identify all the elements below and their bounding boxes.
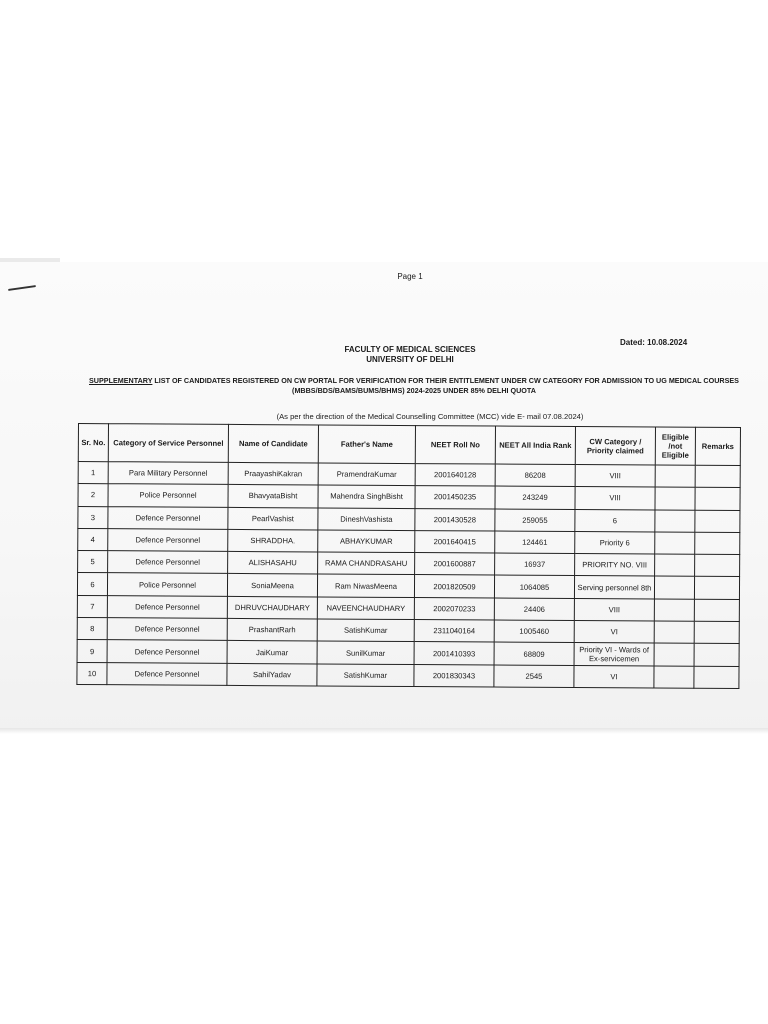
cell-candidate-name: DHRUVCHAUDHARY xyxy=(227,596,317,619)
table-row xyxy=(77,662,739,688)
cell-sr-no: 10 xyxy=(77,662,107,684)
cell-rank: 243249 xyxy=(495,486,575,509)
heading-underlined-word: SUPPLEMENTARY xyxy=(89,376,153,385)
cell-eligible xyxy=(655,532,695,555)
cell-father-name: RAMA CHANDRASAHU xyxy=(318,552,415,575)
cell-cw-category: Priority VI - Wards of Ex-servicemen xyxy=(574,643,654,666)
header-cw-category: CW Category / Priority claimed xyxy=(575,427,655,465)
header-category: Category of Service Personnel xyxy=(108,424,228,463)
cell-eligible xyxy=(655,510,695,533)
header-candidate-name: Name of Candidate xyxy=(228,424,318,463)
cell-cw-category: VIII xyxy=(575,487,655,510)
cell-cw-category: PRIORITY NO. VIII xyxy=(575,554,655,577)
cell-remarks xyxy=(694,621,739,644)
cell-roll-no: 2001820509 xyxy=(414,575,494,598)
cell-father-name: SunilKumar xyxy=(317,641,414,664)
cell-cw-category: VI xyxy=(574,665,654,688)
cell-roll-no: 2001450235 xyxy=(415,486,495,509)
header-roll-no: NEET Roll No xyxy=(415,426,495,464)
cell-cw-category: Priority 6 xyxy=(575,531,655,554)
date-stamp: Dated: 10.08.2024 xyxy=(620,338,688,347)
cell-rank: 1005460 xyxy=(494,620,574,643)
cell-father-name: PramendraKumar xyxy=(318,463,415,486)
cell-eligible xyxy=(655,465,695,488)
cell-category: Defence Personnel xyxy=(108,551,228,574)
header-sr-no: Sr. No. xyxy=(78,424,108,462)
cell-roll-no: 2001640415 xyxy=(415,530,495,553)
cell-rank: 24406 xyxy=(494,598,574,621)
cell-candidate-name: PearlVashist xyxy=(228,507,318,530)
cell-father-name: ABHAYKUMAR xyxy=(318,530,415,553)
cell-candidate-name: SahilYadav xyxy=(227,663,317,686)
heading-text: LIST OF CANDIDATES REGISTERED ON CW PORTAL FOR VERIFICATION FOR THEIR ENTITLEMENT UNDER CW CATEGORY FOR ADMISSION TO UG MEDICAL COURSES (MBBS/BDS/BAMS/BUMS/BHMS) 2024-2025 UNDER 85% DELHI QUOTA xyxy=(152,376,739,395)
cell-roll-no: 2001830343 xyxy=(414,664,494,687)
cell-father-name: Ram NiwasMeena xyxy=(317,574,414,597)
cell-father-name: SatishKumar xyxy=(317,664,414,687)
cell-cw-category: VIII xyxy=(575,465,655,488)
cell-remarks xyxy=(695,554,740,577)
cell-sr-no: 6 xyxy=(77,573,107,595)
table-header-row xyxy=(78,424,740,466)
cell-eligible xyxy=(654,643,694,666)
document-heading xyxy=(84,376,744,396)
cell-eligible xyxy=(654,621,694,644)
cell-roll-no: 2001410393 xyxy=(414,642,494,665)
header-remarks: Remarks xyxy=(695,427,740,465)
cell-remarks xyxy=(694,644,739,667)
cell-category: Defence Personnel xyxy=(107,640,227,663)
cell-category: Defence Personnel xyxy=(108,506,228,529)
cell-roll-no: 2002070233 xyxy=(414,597,494,620)
cell-sr-no: 9 xyxy=(77,640,107,662)
cell-remarks xyxy=(694,599,739,622)
cell-remarks xyxy=(695,532,740,555)
cell-candidate-name: PraayashiKakran xyxy=(228,462,318,485)
cell-rank: 2545 xyxy=(494,665,574,688)
cell-candidate-name: SHRADDHA. xyxy=(228,529,318,552)
header-rank: NEET All India Rank xyxy=(495,426,575,464)
table-body xyxy=(77,462,740,689)
cell-candidate-name: JaiKumar xyxy=(227,641,317,664)
direction-note: (As per the direction of the Medical Counselling Committee (MCC) vide E- mail 07.08.2024) xyxy=(276,412,584,421)
cell-candidate-name: SoniaMeena xyxy=(227,574,317,597)
university-name: UNIVERSITY OF DELHI xyxy=(366,355,454,364)
institution-block xyxy=(0,345,768,365)
cell-roll-no: 2001430528 xyxy=(415,508,495,531)
cell-category: Para Military Personnel xyxy=(108,462,228,485)
cell-roll-no: 2001640128 xyxy=(415,464,495,487)
cell-eligible xyxy=(654,599,694,622)
header-father-name: Father's Name xyxy=(318,425,415,464)
cell-rank: 68809 xyxy=(494,642,574,665)
cell-eligible xyxy=(655,487,695,510)
cell-father-name: SatishKumar xyxy=(317,619,414,642)
cell-sr-no: 8 xyxy=(77,618,107,640)
cell-category: Defence Personnel xyxy=(107,662,227,685)
cell-roll-no: 2001600887 xyxy=(415,553,495,576)
cell-category: Police Personnel xyxy=(107,573,227,596)
cell-sr-no: 2 xyxy=(78,484,108,506)
cell-category: Defence Personnel xyxy=(107,618,227,641)
cell-category: Police Personnel xyxy=(108,484,228,507)
faculty-name: FACULTY OF MEDICAL SCIENCES xyxy=(344,345,476,354)
page-label: Page 1 xyxy=(397,272,423,281)
cell-remarks xyxy=(695,465,740,488)
cell-father-name: Mahendra SinghBisht xyxy=(318,485,415,508)
cell-candidate-name: BhavyataBisht xyxy=(228,485,318,508)
cell-remarks xyxy=(694,666,739,689)
cell-eligible xyxy=(654,666,694,689)
cell-candidate-name: PrashantRarh xyxy=(227,618,317,641)
cell-remarks xyxy=(694,577,739,600)
cell-father-name: DineshVashista xyxy=(318,508,415,531)
cell-sr-no: 7 xyxy=(77,595,107,617)
cell-sr-no: 1 xyxy=(78,462,108,484)
cell-rank: 16937 xyxy=(495,553,575,576)
cell-cw-category: Serving personnel 8th xyxy=(574,576,654,599)
cell-sr-no: 4 xyxy=(78,528,108,550)
cell-rank: 1064085 xyxy=(494,576,574,599)
cell-candidate-name: ALISHASAHU xyxy=(228,552,318,575)
cell-eligible xyxy=(654,577,694,600)
cell-sr-no: 5 xyxy=(78,551,108,573)
cell-cw-category: VI xyxy=(574,621,654,644)
cell-rank: 86208 xyxy=(495,464,575,487)
candidate-table xyxy=(76,423,741,689)
cell-rank: 124461 xyxy=(495,531,575,554)
cell-rank: 259055 xyxy=(495,509,575,532)
cell-category: Defence Personnel xyxy=(107,595,227,618)
cell-roll-no: 2311040164 xyxy=(414,620,494,643)
cell-cw-category: 6 xyxy=(575,509,655,532)
cell-sr-no: 3 xyxy=(78,506,108,528)
cell-remarks xyxy=(695,510,740,533)
cell-father-name: NAVEENCHAUDHARY xyxy=(317,597,414,620)
cell-eligible xyxy=(655,554,695,577)
cell-remarks xyxy=(695,488,740,511)
cell-cw-category: VIII xyxy=(574,598,654,621)
header-eligible: Eligible /not Eligible xyxy=(655,427,695,465)
cell-category: Defence Personnel xyxy=(108,529,228,552)
scan-shadow xyxy=(0,728,768,734)
